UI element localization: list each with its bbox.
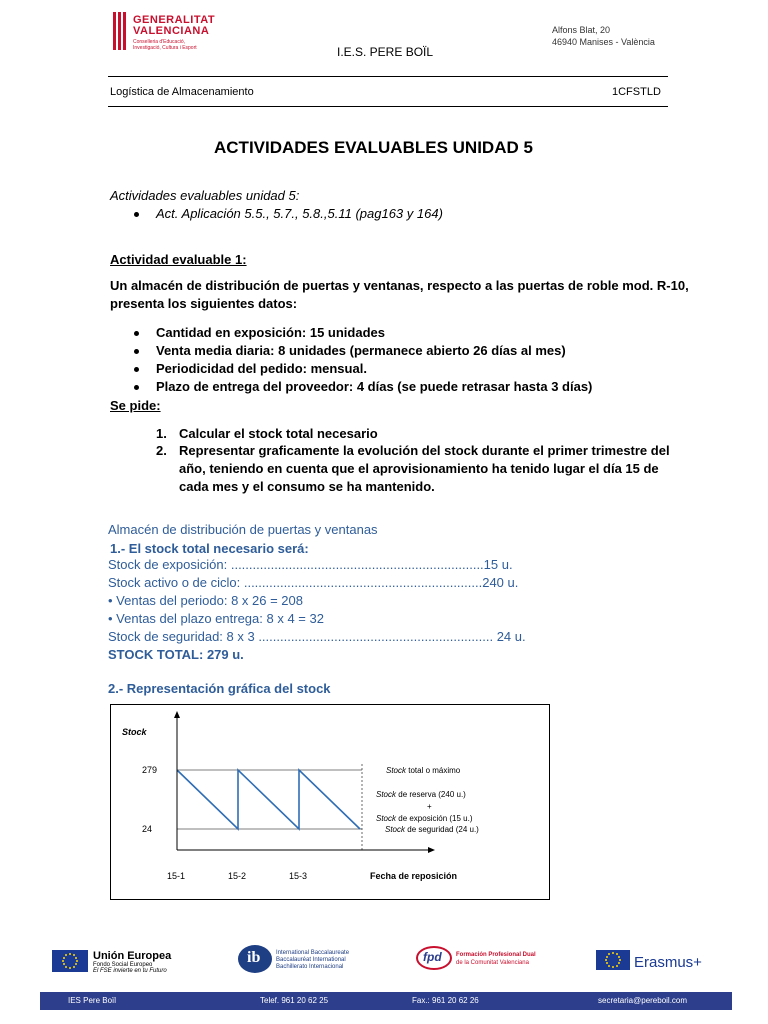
task-number: 1. <box>156 426 167 441</box>
erasmus-label: Erasmus+ <box>634 954 702 971</box>
ib-line2: Baccalauréat International <box>276 957 346 963</box>
org-name-line1: GENERALITAT <box>133 14 216 26</box>
address-line1: Alfons Blat, 20 <box>552 25 611 35</box>
data-item: Venta media diaria: 8 unidades (permanece abierto 26 días al mes) <box>156 343 566 358</box>
fpd-logo-icon <box>416 946 452 970</box>
task-text-line3: cada mes y el consumo se ha mantenido. <box>179 479 435 494</box>
stock-total: STOCK TOTAL: 279 u. <box>108 647 244 662</box>
fpd-logo-text: fpd <box>423 950 442 964</box>
ib-line1: International Baccalaureate <box>276 950 350 956</box>
data-item: Cantidad en exposición: 15 unidades <box>156 325 385 340</box>
stock-chart <box>110 704 550 900</box>
y-tick-label: 279 <box>142 765 158 775</box>
annotation-max-stock-rest: total o máximo <box>406 766 461 775</box>
se-pide-heading: Se pide: <box>110 398 161 413</box>
y-tick-label: 24 <box>142 824 153 834</box>
activity-paragraph-line2: presenta los siguientes datos: <box>110 296 298 311</box>
page-title: ACTIVIDADES EVALUABLES UNIDAD 5 <box>214 138 533 157</box>
solution-line: • Ventas del periodo: 8 x 26 = 208 <box>108 593 303 608</box>
activity-heading: Actividad evaluable 1: <box>110 252 247 267</box>
eu-title: Unión Europea <box>93 950 172 962</box>
task-text-line1: Representar graficamente la evolución del stock durante el primer trimestre del <box>179 443 670 458</box>
annotation-safety-stock-rest: de seguridad (24 u.) <box>405 825 479 834</box>
school-name: I.E.S. PERE BOÏL <box>337 45 434 59</box>
y-axis-label: Stock <box>122 727 147 737</box>
annotation-reserve-stock-rest: de reserva (240 u.) <box>396 790 466 799</box>
activity-paragraph-line1: Un almacén de distribución de puertas y ventanas, respecto a las puertas de roble mod. R-10, <box>110 278 689 293</box>
annotation-exposure-stock-italic: Stock <box>376 814 397 823</box>
annotation-safety-stock <box>385 825 479 834</box>
org-name-line2: VALENCIANA <box>133 25 210 37</box>
annotation-reserve-stock-italic: Stock <box>376 790 397 799</box>
bullet-icon <box>134 385 139 390</box>
x-tick-label: 15-3 <box>289 871 308 881</box>
address-line2: 46940 Manises - València <box>552 37 655 47</box>
footer-fax: Fax.: 961 20 62 26 <box>412 996 479 1005</box>
solution-line: Stock activo o de ciclo: ..................................................................240 u. <box>108 575 519 590</box>
generalitat-logo-icon <box>113 12 127 50</box>
eu-sub2: El FSE invierte en tu Futuro <box>93 968 167 974</box>
org-sub: Conselleria d'Educació, Investigació, Cultura i Esport <box>133 39 197 51</box>
task-text: Calcular el stock total necesario <box>179 426 378 441</box>
footer-bar <box>40 992 732 1010</box>
org-name <box>133 15 215 37</box>
bullet-icon <box>134 212 139 217</box>
subheader-divider <box>108 106 668 107</box>
annotation-safety-stock-italic: Stock <box>385 825 406 834</box>
intro-heading: Actividades evaluables unidad 5: <box>110 188 300 203</box>
fpd-line2: de la Comunitat Valenciana <box>456 960 529 966</box>
annotation-plus: + <box>427 802 432 811</box>
solution-line: • Ventas del plazo entrega: 8 x 4 = 32 <box>108 611 324 626</box>
data-item: Periodicidad del pedido: mensual. <box>156 361 367 376</box>
solution-subheading-1: 1.- El stock total necesario será: <box>110 541 309 556</box>
x-tick-label: 15-2 <box>228 871 247 881</box>
footer-email[interactable]: secretaria@pereboil.com <box>598 996 688 1005</box>
ib-line3: Bachillerato Internacional <box>276 964 344 970</box>
header-divider <box>108 76 668 77</box>
intro-bullet: Act. Aplicación 5.5., 5.7., 5.8.,5.11 (pag163 y 164) <box>156 206 443 221</box>
eu-sub1: Fondo Social Europeo <box>93 962 153 968</box>
ib-logo-icon: ib <box>238 945 272 973</box>
bullet-icon <box>134 367 139 372</box>
footer-school: IES Pere Boïl <box>68 996 117 1005</box>
solution-line: Stock de exposición: ......................................................................15 u. <box>108 557 513 572</box>
task-text-line2: año, teniendo en cuenta que el aprovisionamiento ha tenido lugar el día 15 de <box>179 461 659 476</box>
solution-title: Almacén de distribución de puertas y ventanas <box>108 522 378 537</box>
subject-name: Logística de Almacenamiento <box>110 86 254 98</box>
fpd-line1: Formación Profesional Dual <box>456 952 536 958</box>
bullet-icon <box>134 331 139 336</box>
annotation-exposure-stock <box>376 814 473 823</box>
solution-line: Stock de seguridad: 8 x 3 ................................................................. 24 u. <box>108 629 526 644</box>
annotation-max-stock-italic: Stock <box>386 766 407 775</box>
x-tick-label: 15-1 <box>167 871 186 881</box>
eu-flag-icon <box>52 950 88 972</box>
bullet-icon <box>134 349 139 354</box>
footer-phone: Telef. 961 20 62 25 <box>260 996 329 1005</box>
course-code: 1CFSTLD <box>612 86 661 98</box>
annotation-max-stock <box>386 766 461 775</box>
data-item: Plazo de entrega del proveedor: 4 días (se puede retrasar hasta 3 días) <box>156 379 593 394</box>
x-axis-label: Fecha de reposición <box>370 871 458 881</box>
annotation-exposure-stock-rest: de exposición (15 u.) <box>396 814 473 823</box>
erasmus-flag-icon <box>596 950 630 970</box>
solution-subheading-2: 2.- Representación gráfica del stock <box>108 681 331 696</box>
annotation-reserve-stock <box>376 790 466 799</box>
task-number: 2. <box>156 443 167 458</box>
